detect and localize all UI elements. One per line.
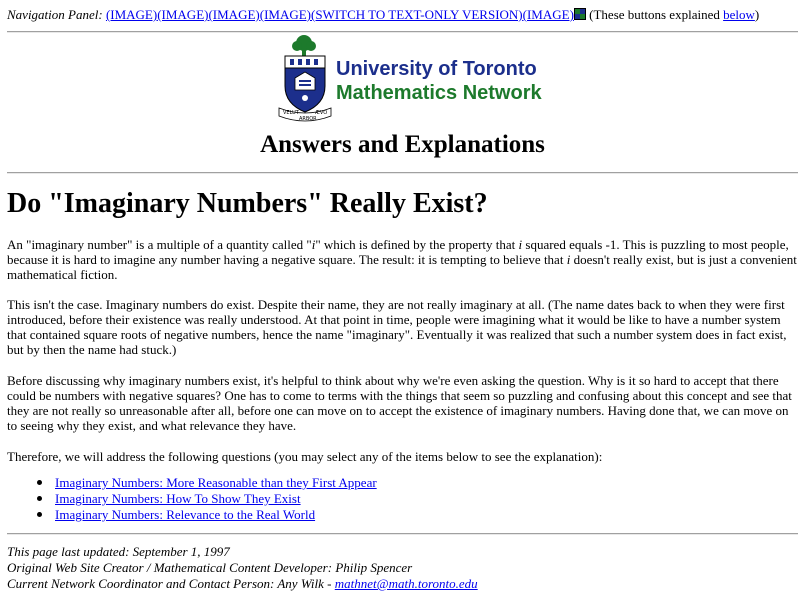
i-symbol: i xyxy=(518,237,523,252)
logo-network-name: Mathematics Network xyxy=(336,82,542,104)
top-divider xyxy=(7,31,798,33)
questions-intro-paragraph: Therefore, we will address the following questions (you may select any of the items below to see the explanation): xyxy=(7,449,603,464)
university-crest-icon xyxy=(277,34,333,122)
list-item xyxy=(7,507,377,523)
math-network-icon[interactable] xyxy=(574,8,586,20)
site-creator: Original Web Site Creator / Mathematical Content Developer: Philip Spencer xyxy=(7,560,413,575)
list-item xyxy=(7,475,377,491)
buttons-explained-link[interactable]: below xyxy=(723,7,755,22)
page-title: Answers and Explanations xyxy=(260,131,545,158)
crest-motto-3: ÆVO xyxy=(315,110,328,116)
crest-motto-1: VELUT xyxy=(283,110,299,116)
link-more-reasonable[interactable]: Imaginary Numbers: More Reasonable than they First Appear xyxy=(55,475,377,490)
nav-button-1[interactable]: (IMAGE) xyxy=(105,7,158,22)
intro-paragraph: An "imaginary number" is a multiple of a quantity called "i" which is defined by the property that i squared equals -1. This is puzzling to most people, because it is hard to imagine any number having a negative square. The result: it is tempting to believe that i doesn't really exist, but is just a convenient mathematical fiction. xyxy=(7,237,797,282)
nav-button-3[interactable]: (IMAGE) xyxy=(208,7,260,22)
nav-buttons xyxy=(106,7,759,22)
main-heading: Do "Imaginary Numbers" Really Exist? xyxy=(7,188,488,219)
i-symbol: i xyxy=(566,252,571,267)
page-footer xyxy=(7,544,478,592)
nav-explained-suffix: ) xyxy=(754,7,760,22)
navigation-panel xyxy=(7,7,759,22)
university-logo[interactable] xyxy=(277,34,547,122)
nav-button-6[interactable]: (IMAGE) xyxy=(522,7,574,22)
link-relevance[interactable]: Imaginary Numbers: Relevance to the Real World xyxy=(55,507,316,522)
switch-text-only-button[interactable]: (SWITCH TO TEXT-ONLY VERSION) xyxy=(311,7,523,22)
i-symbol: i xyxy=(311,237,316,252)
footer-divider xyxy=(7,533,798,535)
contact-email-link[interactable]: mathnet@math.toronto.edu xyxy=(334,576,478,591)
nav-explained-prefix: (These buttons explained xyxy=(585,7,724,22)
link-how-to-show[interactable]: Imaginary Numbers: How To Show They Exist xyxy=(55,491,301,506)
discussion-paragraph: Before discussing why imaginary numbers exist, it's helpful to think about why we're even asking the question. Why is it so hard to accept that there could be numbers with negative squares? One has to come to terms with the things that seem so puzzling and confusing about this concept and see that they are not really so unreasonable after all, before one can move on to accept the existence of imaginary numbers. Having done that, we can move on to seeing why they exist, and what relevance they have. xyxy=(7,373,792,433)
logo-university-name: University of Toronto xyxy=(336,58,537,80)
last-updated: This page last updated: September 1, 1997 xyxy=(7,544,230,559)
questions-list xyxy=(7,475,377,523)
nav-button-2[interactable]: (IMAGE) xyxy=(157,7,209,22)
crest-motto-2: ARBOR xyxy=(299,116,317,122)
nav-label: Navigation Panel: xyxy=(7,7,103,22)
nav-button-4[interactable]: (IMAGE) xyxy=(259,7,311,22)
existence-paragraph: This isn't the case. Imaginary numbers do exist. Despite their name, they are not really imaginary at all. (The name dates back to when they were first introduced, before their existence was really understood. At that point in time, people were imagining what it would be like to have a number system that contained square roots of negative numbers, hence the name "imaginary". Eventually it was realized that such a number system does in fact exist, but by then the name had stuck.) xyxy=(7,297,787,357)
title-divider xyxy=(7,172,798,174)
contact-line: Current Network Coordinator and Contact Person: Any Wilk - mathnet@math.toronto.edu xyxy=(7,576,478,591)
list-item xyxy=(7,491,377,507)
